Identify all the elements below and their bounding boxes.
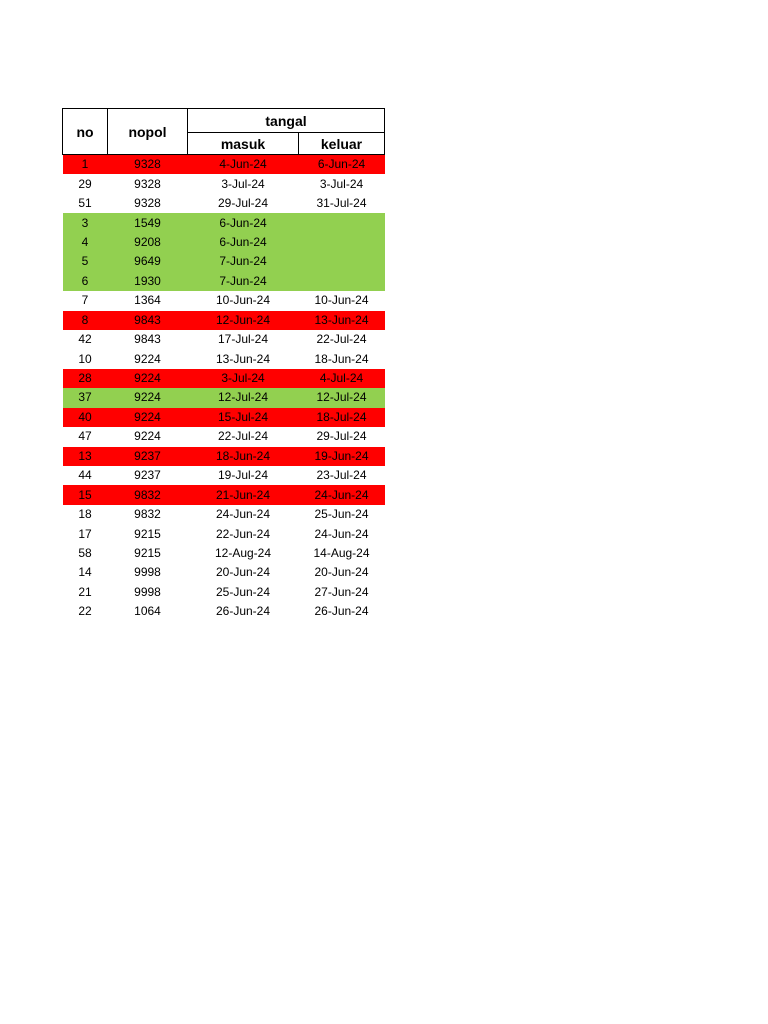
header-no[interactable]: no: [63, 109, 108, 155]
cell-keluar[interactable]: 12-Jul-24: [299, 388, 385, 407]
table-row: [63, 602, 385, 621]
table-row: [63, 583, 385, 602]
table-row: [63, 233, 385, 252]
cell-nopol[interactable]: 9328: [108, 155, 188, 175]
cell-masuk[interactable]: 18-Jun-24: [188, 447, 299, 466]
cell-no[interactable]: 8: [63, 311, 108, 330]
cell-nopol[interactable]: 9237: [108, 447, 188, 466]
cell-keluar[interactable]: 22-Jul-24: [316, 332, 367, 347]
cell-keluar[interactable]: [299, 252, 385, 271]
cell-keluar[interactable]: 10-Jun-24: [314, 293, 369, 308]
cell-masuk[interactable]: 15-Jul-24: [188, 408, 299, 427]
cell-nopol[interactable]: 1930: [108, 272, 188, 291]
table-row: [63, 563, 385, 582]
cell-no[interactable]: 37: [63, 388, 108, 407]
table-row: [63, 194, 385, 213]
cell-no[interactable]: 13: [63, 447, 108, 466]
header-keluar[interactable]: keluar: [299, 133, 385, 155]
cell-no[interactable]: 10: [78, 351, 92, 366]
cell-nopol[interactable]: 9832: [108, 485, 188, 504]
table-row: [63, 311, 385, 330]
cell-no[interactable]: 3: [63, 213, 108, 232]
data-table: [62, 108, 385, 622]
table-row: [63, 544, 385, 563]
table-header: [63, 109, 385, 155]
cell-nopol[interactable]: 1549: [108, 213, 188, 232]
cell-keluar[interactable]: 23-Jul-24: [316, 468, 367, 483]
cell-masuk[interactable]: 3-Jul-24: [221, 176, 265, 191]
cell-keluar[interactable]: [299, 272, 385, 291]
cell-keluar[interactable]: 29-Jul-24: [316, 429, 367, 444]
cell-keluar[interactable]: 14-Aug-24: [313, 545, 370, 560]
cell-masuk[interactable]: 22-Jul-24: [217, 429, 269, 444]
table-row: [63, 524, 385, 543]
cell-no[interactable]: 22: [78, 604, 92, 619]
cell-masuk[interactable]: 21-Jun-24: [188, 485, 299, 504]
cell-keluar[interactable]: 25-Jun-24: [314, 507, 369, 522]
cell-no[interactable]: 21: [78, 584, 92, 599]
table-row: [63, 427, 385, 446]
cell-no[interactable]: 58: [78, 545, 92, 560]
table-row: [63, 330, 385, 349]
table-row: [63, 155, 385, 175]
cell-nopol[interactable]: 9224: [134, 429, 161, 444]
cell-nopol[interactable]: 9998: [134, 565, 161, 580]
cell-no[interactable]: 40: [63, 408, 108, 427]
table-row: [63, 388, 385, 407]
cell-no[interactable]: 1: [63, 155, 108, 175]
cell-no[interactable]: 4: [63, 233, 108, 252]
cell-nopol[interactable]: 9208: [108, 233, 188, 252]
table-row: [63, 447, 385, 466]
cell-nopol[interactable]: 9224: [108, 388, 188, 407]
cell-no[interactable]: 14: [78, 565, 92, 580]
cell-keluar[interactable]: [299, 213, 385, 232]
cell-nopol[interactable]: 9224: [134, 351, 161, 366]
cell-masuk[interactable]: 7-Jun-24: [188, 252, 299, 271]
cell-nopol[interactable]: 9215: [134, 545, 161, 560]
spreadsheet: [62, 108, 385, 622]
cell-masuk[interactable]: 10-Jun-24: [215, 293, 271, 308]
cell-keluar[interactable]: 31-Jul-24: [316, 196, 367, 211]
cell-masuk[interactable]: 12-Aug-24: [214, 545, 272, 560]
cell-keluar[interactable]: [299, 233, 385, 252]
header-masuk[interactable]: masuk: [188, 133, 299, 155]
cell-no[interactable]: 29: [78, 176, 92, 191]
cell-keluar[interactable]: 18-Jul-24: [299, 408, 385, 427]
cell-masuk[interactable]: 12-Jul-24: [188, 388, 299, 407]
cell-keluar[interactable]: 18-Jun-24: [314, 351, 369, 366]
table-row: [63, 174, 385, 193]
cell-no[interactable]: 15: [63, 485, 108, 504]
cell-no[interactable]: 47: [78, 429, 92, 444]
cell-keluar[interactable]: 4-Jul-24: [299, 369, 385, 388]
cell-no[interactable]: 42: [78, 332, 92, 347]
cell-masuk[interactable]: 4-Jun-24: [188, 155, 299, 175]
cell-masuk[interactable]: 6-Jun-24: [188, 213, 299, 232]
cell-masuk[interactable]: 13-Jun-24: [215, 351, 271, 366]
cell-keluar[interactable]: 6-Jun-24: [299, 155, 385, 175]
cell-no[interactable]: 18: [78, 507, 92, 522]
cell-masuk[interactable]: 12-Jun-24: [188, 311, 299, 330]
cell-no[interactable]: 28: [63, 369, 108, 388]
cell-masuk[interactable]: 7-Jun-24: [188, 272, 299, 291]
cell-masuk[interactable]: 6-Jun-24: [188, 233, 299, 252]
table-row: [63, 408, 385, 427]
cell-keluar[interactable]: 27-Jun-24: [314, 584, 369, 599]
cell-keluar[interactable]: 20-Jun-24: [314, 565, 369, 580]
cell-keluar[interactable]: 24-Jun-24: [299, 485, 385, 504]
cell-masuk[interactable]: 20-Jun-24: [215, 565, 271, 580]
cell-keluar[interactable]: 13-Jun-24: [299, 311, 385, 330]
cell-keluar[interactable]: 24-Jun-24: [314, 526, 369, 541]
header-tangal[interactable]: tangal: [188, 109, 385, 133]
header-nopol[interactable]: nopol: [108, 109, 188, 155]
cell-no[interactable]: 44: [78, 468, 92, 483]
table-row: [63, 505, 385, 524]
cell-nopol[interactable]: 9224: [108, 369, 188, 388]
table-row: [63, 252, 385, 271]
cell-nopol[interactable]: 9843: [108, 311, 188, 330]
cell-nopol[interactable]: 1064: [134, 604, 161, 619]
cell-nopol[interactable]: 9649: [108, 252, 188, 271]
cell-nopol[interactable]: 9843: [134, 332, 161, 347]
cell-nopol[interactable]: 1364: [134, 293, 161, 308]
cell-masuk[interactable]: 22-Jun-24: [215, 526, 271, 541]
cell-masuk[interactable]: 26-Jun-24: [215, 604, 271, 619]
cell-nopol[interactable]: 9328: [134, 196, 161, 211]
cell-keluar[interactable]: 19-Jun-24: [299, 447, 385, 466]
cell-masuk[interactable]: 19-Jul-24: [217, 468, 269, 483]
table-row: [63, 369, 385, 388]
cell-masuk[interactable]: 3-Jul-24: [188, 369, 299, 388]
cell-keluar[interactable]: 26-Jun-24: [314, 604, 369, 619]
table-row: [63, 272, 385, 291]
table-row: [63, 466, 385, 485]
table-body: [63, 155, 385, 622]
cell-masuk[interactable]: 24-Jun-24: [215, 507, 271, 522]
cell-masuk[interactable]: 25-Jun-24: [215, 584, 271, 599]
cell-masuk[interactable]: 17-Jul-24: [217, 332, 269, 347]
table-row: [63, 291, 385, 310]
cell-no[interactable]: 51: [78, 196, 92, 211]
cell-nopol[interactable]: 9998: [134, 584, 161, 599]
cell-no[interactable]: 7: [81, 293, 89, 308]
cell-keluar[interactable]: 3-Jul-24: [319, 176, 364, 191]
cell-masuk[interactable]: 29-Jul-24: [217, 196, 269, 211]
cell-nopol[interactable]: 9832: [134, 507, 161, 522]
cell-nopol[interactable]: 9224: [108, 408, 188, 427]
cell-nopol[interactable]: 9237: [134, 468, 161, 483]
table-row: [63, 485, 385, 504]
table-row: [63, 213, 385, 232]
cell-no[interactable]: 17: [78, 526, 92, 541]
table-row: [63, 349, 385, 368]
cell-no[interactable]: 5: [63, 252, 108, 271]
cell-no[interactable]: 6: [63, 272, 108, 291]
cell-nopol[interactable]: 9215: [134, 526, 161, 541]
cell-nopol[interactable]: 9328: [134, 176, 161, 191]
